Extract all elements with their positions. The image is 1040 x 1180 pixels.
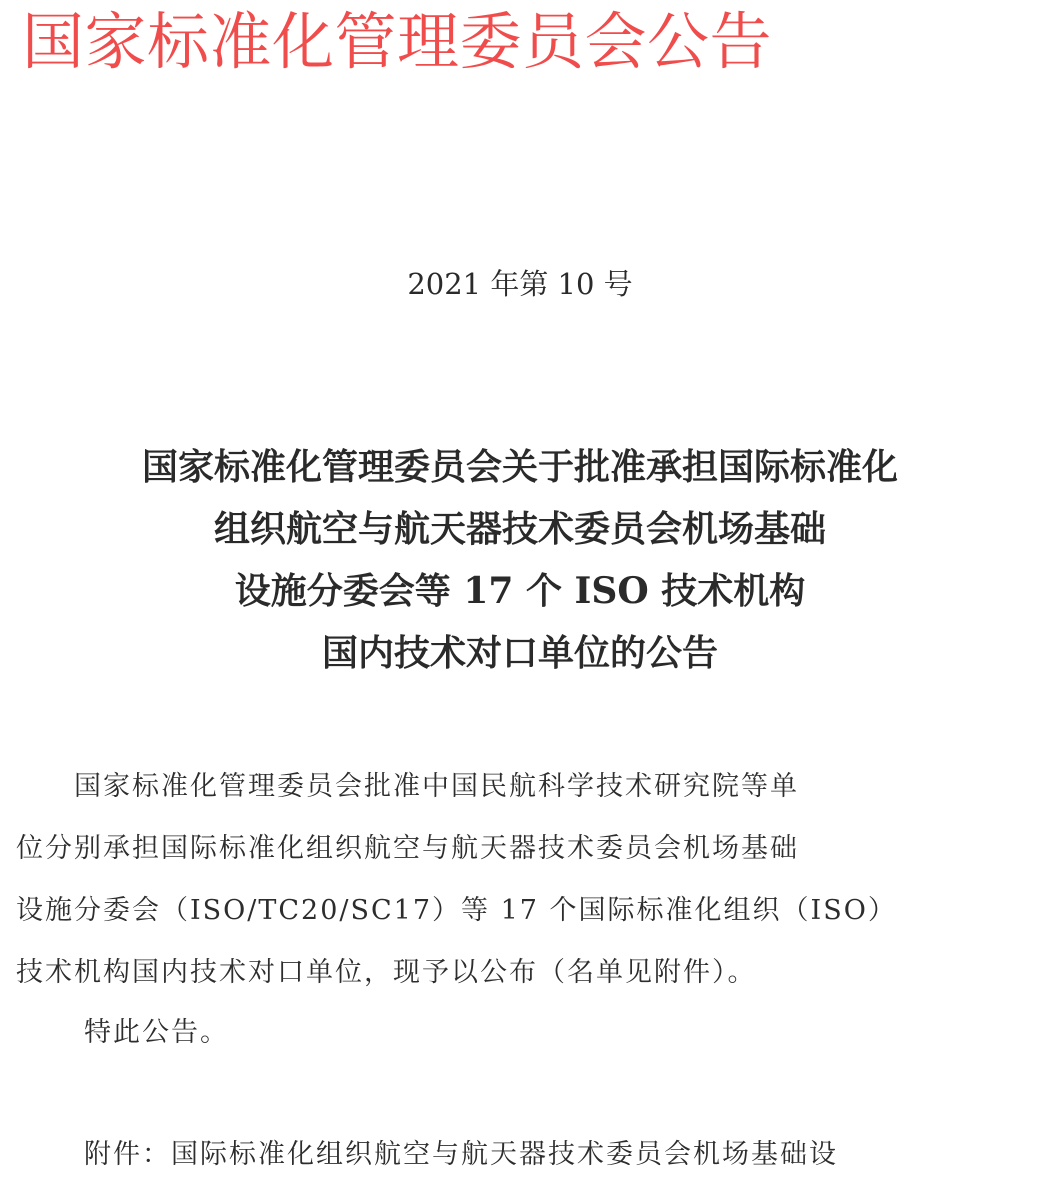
body-line: 位分别承担国际标准化组织航空与航天器技术委员会机场基础 (16, 833, 799, 864)
attachment-line: 附件：国际标准化组织航空与航天器技术委员会机场基础设 (84, 1139, 838, 1170)
body-line: 技术机构国内技术对口单位，现予以公布（名单见附件）。 (16, 957, 757, 988)
body-line: 设施分委会（ISO/TC20/SC17）等 17 个国际标准化组织（ISO） (16, 895, 897, 926)
body-paragraph (16, 756, 1026, 1004)
announcement-title-line: 组织航空与航天器技术委员会机场基础 (213, 508, 826, 550)
document-number: 2021 年第 10 号 (407, 267, 633, 301)
header-title: 国家标准化管理委员会公告 (22, 5, 773, 78)
body-line: 国家标准化管理委员会批准中国民航科学技术研究院等单 (16, 771, 799, 802)
announcement-title (0, 436, 1040, 684)
closing-statement: 特此公告。 (84, 1017, 229, 1048)
announcement-title-line: 国家标准化管理委员会关于批准承担国际标准化 (141, 446, 898, 488)
announcement-title-line: 国内技术对口单位的公告 (321, 632, 718, 674)
announcement-title-line: 设施分委会等 17 个 ISO 技术机构 (234, 570, 806, 612)
